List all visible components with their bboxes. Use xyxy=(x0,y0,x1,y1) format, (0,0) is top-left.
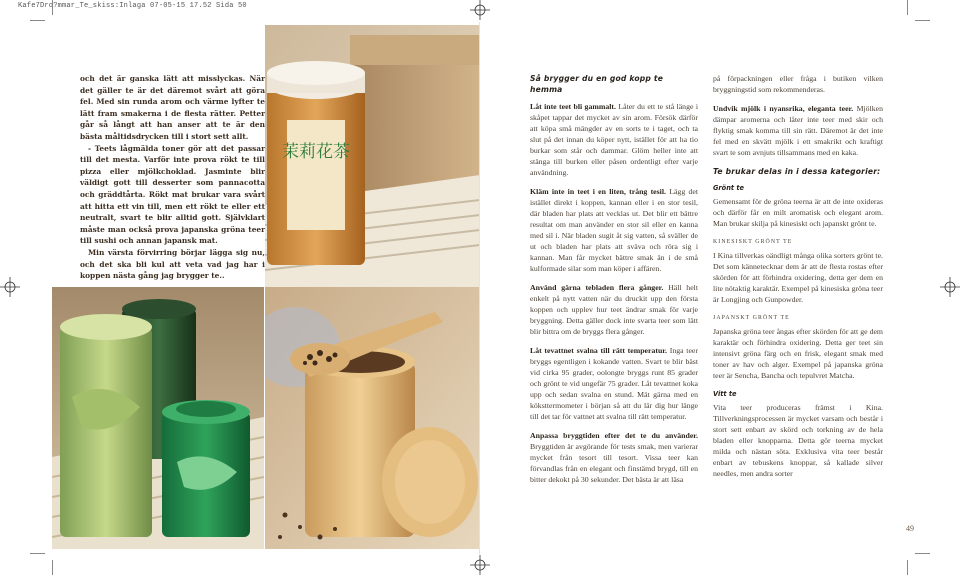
tip-paragraph xyxy=(530,430,698,485)
category-paragraph: Vita teer produceras främst i Kina. Tillverkningsprocessen är mycket varsam och består i stort sett enbart av skörd och torkning av de hela bladen eller knopparna. Detta gör teerna mycket milda och nästan söta. Exklusiva vita teer består enbart av tebuskens knoppar, så kallade silver needles, men andra sorter xyxy=(713,403,883,478)
subheading-white-tea: Vitt te xyxy=(713,390,737,398)
continued-paragraph: på förpackningen eller fråga i butiken vilken bryggningstid som rekommenderas. xyxy=(713,74,883,94)
photo-green-tea-tins xyxy=(52,287,264,549)
crop-mark xyxy=(30,553,45,554)
tip-lead: Kläm inte in teet i en liten, trång tesil. xyxy=(530,187,666,196)
crop-mark xyxy=(915,20,930,21)
tip-paragraph xyxy=(530,345,698,422)
subheading-japanese-green-tea: JAPANSKT GRÖNT TE xyxy=(713,315,790,321)
spread-gutter xyxy=(479,22,480,554)
tip-lead: Låt inte teet bli gammalt. xyxy=(530,102,616,111)
crop-mark xyxy=(907,560,908,575)
tip-paragraph xyxy=(530,186,698,274)
crop-mark xyxy=(907,0,908,15)
crop-mark xyxy=(30,20,45,21)
registration-mark-right xyxy=(940,277,960,297)
tip-text: Inga teer bryggs egentligen i kokande vatten. Svart te blir bäst vid cirka 95 grader, oolongte bryggs runt 85 grader och grönt te vid ungefär 75 grader. Låt tevattnet koka upp och sedan svalna en stund. Mät gärna med en köksttermometer i början så att du lär dig hur länge till det tar för vattnet att svalna till rätt temperatur. xyxy=(530,346,698,421)
category-paragraph: I Kina tillverkas oändligt många olika sorters grönt te. Det som kännetecknar dem är att de flesta rostas efter skörden för att förhindra oxidering, detta ger dem en lite nötaktig karaktär. Exempel på kinesiska gröna teer är Longjing och Gunpowder. xyxy=(713,251,883,304)
tip-lead: Undvik mjölk i nyansrika, eleganta teer. xyxy=(713,104,854,113)
crop-mark xyxy=(52,0,53,15)
category-paragraph: Gemensamt för de gröna teerna är att de inte oxideras och därför får en milt aromatisk och elegant arom. Man brukar skilja på kinesiskt och japanskt grönt te. xyxy=(713,197,883,228)
tip-paragraph xyxy=(530,101,698,178)
registration-mark-left xyxy=(0,277,20,297)
intro-paragraph: och det är ganska lätt att misslyckas. När det gäller te är det däremot svårt att göra fel. Med sin runda arom och värme lyfter te lätt fram smakerna i de flesta rätter. Petter går så långt att han anser att te är den bästa måltidsdrycken till i stort sett allt. xyxy=(80,74,265,141)
crop-mark xyxy=(52,560,53,575)
tip-lead: Använd gärna tebladen flera gånger. xyxy=(530,283,664,292)
tip-text: Låter du ett te stå länge i skåpet tappar det mycket av sin arom. Försök därför att köpa små mängder av en sorts te i taget, och ta slut på det innan du köper nytt, istället för att ha tio burkar som står och dammar. Glöm heller inte att stänga till burken eller påsen ordentligt efter varje användning. xyxy=(530,102,698,177)
subheading-chinese-green-tea: KINESISKT GRÖNT TE xyxy=(713,239,793,245)
subheading-green-tea: Grönt te xyxy=(713,184,744,192)
tip-text: Lägg det istället direkt i koppen, kannan eller i en stor tesil, där bladen har plats att vecklas ut. Det blir ett bättre resultat om man använder en stor sil eller en kanna med sil i. När bladen sugit åt sig vatten, så sväller de ut och bladen har plats att sväva och röra sig i kannan. Man får mycket bättre smak än i de små kulformade silar som man köper i affären. xyxy=(530,187,698,273)
photo-wooden-tea-canister xyxy=(265,287,480,549)
tea-categories-column xyxy=(713,73,883,487)
tip-text: Mjölken dämpar aromerna och låter inte teer med skir och flyktig smak komma till sin rätt. Däremot är det inte fel med en skvätt mjölk i ett smakrikt och kraftigt svart te som avnjuts tillsammans med en kaka. xyxy=(713,104,883,157)
crop-mark xyxy=(915,553,930,554)
tea-brewing-column xyxy=(530,73,698,493)
section-title-brewing: Så brygger du en god kopp te hemma xyxy=(530,74,664,94)
can-label-text: 茉莉花茶 xyxy=(282,142,350,162)
category-paragraph: Japanska gröna teer ångas efter skörden för att ge dem karaktär och förhindra oxidering. Detta ger teet sin intensivt gröna färg och en frisk, elegant smak med toner av hav och alger. Exempel på japanska gröna teer är Sencha, Bancha och tepulvret Matcha. xyxy=(713,327,883,380)
page-number: 49 xyxy=(906,524,914,533)
tip-paragraph xyxy=(713,103,883,158)
intro-text xyxy=(80,73,265,282)
tip-lead: Låt tevattnet svalna till rätt temperatur. xyxy=(530,346,667,355)
photo-jasmine-tea-can xyxy=(265,25,480,287)
tip-text: Bryggtiden är avgörande för tests smak, men varierar mycket från tesort till tesort. Vissa teer kan förvandlas från en elegant och finstämd brygd, till en bitter dekokt på 30 sekunder. Det bästa är att läsa xyxy=(530,442,698,484)
section-title-categories: Te brukar delas in i dessa kategorier: xyxy=(713,167,881,176)
intro-paragraph: Min värsta förvirring börjar lägga sig nu, och det ska bli kul att veta vad jag har i koppen nästa gång jag brygger te.. xyxy=(80,247,265,281)
tip-paragraph xyxy=(530,282,698,337)
tip-text: Häll helt enkelt på nytt vatten när du druckit upp den första koppen och upplev hur teet ändrar smak för varje bryggning. Detta gäller dock inte svarta teer som lätt blir bittra om de bryggs flera gånger. xyxy=(530,283,699,336)
registration-mark-bottom xyxy=(470,555,490,575)
print-slug: Kafe7Dro?mmar_Te_skiss:Inlaga 07-05-15 17.52 Sida 50 xyxy=(18,2,247,10)
tip-lead: Anpassa bryggtiden efter det te du använder. xyxy=(530,431,698,440)
intro-paragraph: - Teets lågmälda toner gör att det passar till det mesta. Varför inte prova rökt te till pizza eller mjölkchoklad. Jasminte blir väldigt gott till desserter som pannacotta och gräddtårta. Rökt mat brukar vara svårt att hitta ett vin till, men ett rökt te eller ett neutralt, svart te blir alltid gott. Självklart måste man också prova japanska gröna teer till sushi och annan japansk mat. xyxy=(80,143,265,246)
registration-mark-top-left xyxy=(470,0,490,20)
